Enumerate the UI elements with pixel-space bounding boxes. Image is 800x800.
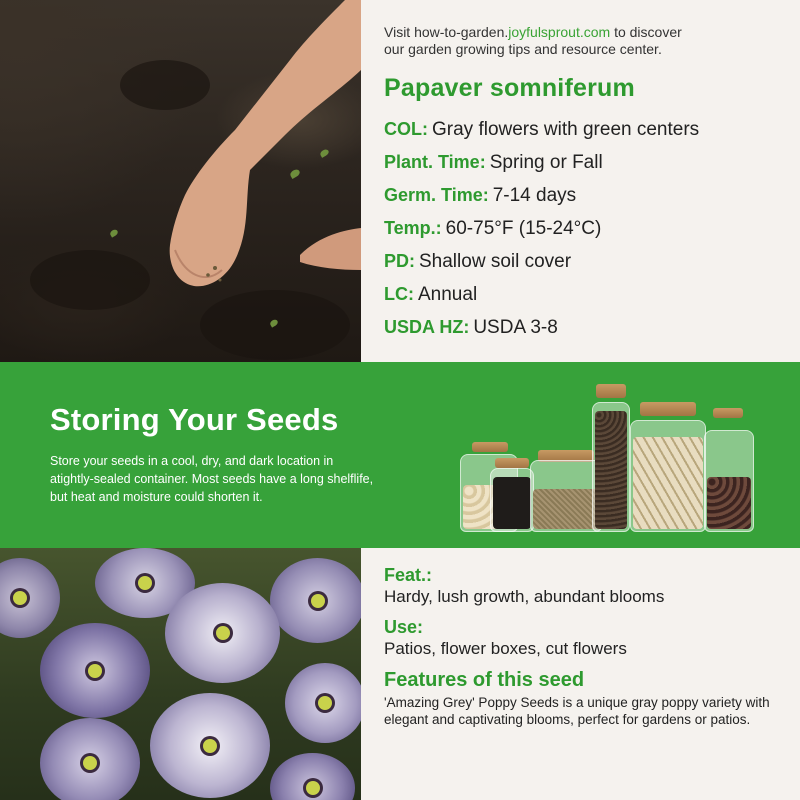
plant-info-section: [0, 0, 800, 362]
use-value: Patios, flower boxes, cut flowers: [384, 639, 627, 658]
feat-value: Hardy, lush growth, abundant blooms: [384, 587, 665, 606]
soil-planting-photo: [0, 0, 361, 362]
storing-seeds-banner: [0, 362, 800, 548]
features-description: 'Amazing Grey' Poppy Seeds is a unique gray poppy variety with elegant and captivating blooms, perfect for gardens or patios.: [384, 695, 770, 727]
hand-sowing-seeds-icon: [0, 0, 361, 362]
species-name: Papaver somniferum: [384, 74, 635, 102]
seed-jar-icon: [630, 420, 706, 532]
seed-jar-icon: [490, 468, 534, 532]
features-title: Features of this seed: [384, 669, 585, 691]
spec-planting-time: Plant. Time: Spring or Fall: [384, 152, 603, 173]
seed-jar-icon: [592, 402, 630, 532]
storing-description: Store your seeds in a cool, dry, and dark location in atightly-sealed container. Most seeds have a long shelflife, but heat and moisture could shorten it.: [50, 454, 374, 504]
spec-hardiness-zone: USDA HZ: USDA 3-8: [384, 317, 558, 338]
gray-poppy-flowers-photo: [0, 548, 361, 800]
feat-label: Feat.:: [384, 565, 433, 585]
website-link[interactable]: joyfulsprout.com: [508, 24, 611, 40]
spec-color: COL: Gray flowers with green centers: [384, 119, 700, 140]
spec-germination-time: Germ. Time: 7-14 days: [384, 185, 577, 206]
features-text: [384, 564, 789, 728]
storing-title: Storing Your Seeds: [50, 402, 339, 437]
plant-spec-list: [384, 113, 784, 344]
spec-life-cycle: LC: Annual: [384, 284, 478, 305]
spec-temperature: Temp.: 60-75°F (15-24°C): [384, 218, 602, 239]
spec-planting-depth: PD: Shallow soil cover: [384, 251, 572, 272]
seed-jars-image: [450, 382, 770, 532]
features-section: [0, 548, 800, 800]
plant-info-text: [384, 24, 784, 344]
website-promo: Visit how-to-garden.joyfulsprout.com to discover our garden growing tips and resource center.: [384, 24, 682, 57]
seed-jar-icon: [704, 430, 754, 532]
use-label: Use:: [384, 617, 424, 637]
